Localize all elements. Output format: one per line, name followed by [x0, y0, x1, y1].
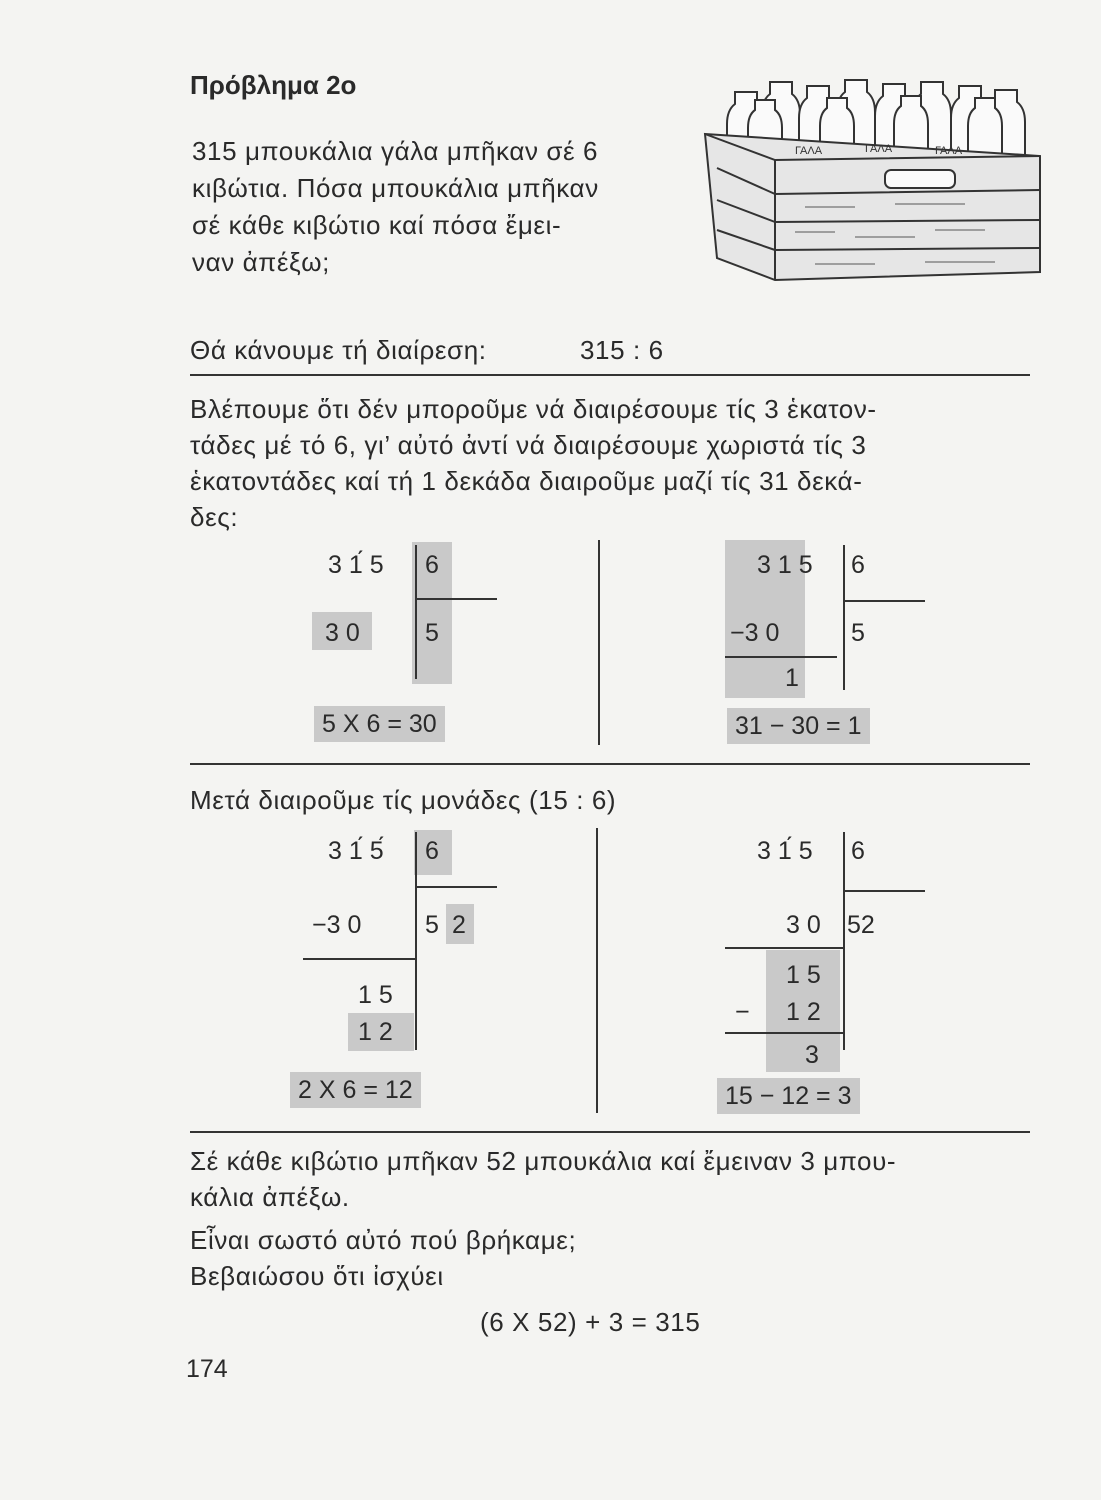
s1r-vertical-line	[843, 545, 845, 690]
units-line: Μετά διαιροῦμε τίς μονάδες (15 : 6)	[190, 785, 617, 815]
s1r-dividend: 3 1 5	[757, 551, 813, 579]
s2r-equation: 15 − 12 = 3	[717, 1078, 860, 1114]
s2l-quotient-digit1: 5	[425, 911, 439, 939]
crate-label: ΓΑΛΑ	[795, 145, 823, 157]
s1l-divisor: 6	[425, 551, 439, 579]
problem-title: Πρόβλημα 2ο	[190, 70, 357, 100]
s2l-partial: 1 5	[358, 981, 393, 1009]
s2l-dividend: 3 1́ 5́	[328, 837, 384, 865]
milk-crate-illustration	[695, 72, 1055, 287]
divider	[190, 374, 1030, 376]
s1r-equation: 31 − 30 = 1	[727, 708, 870, 744]
s2l-vertical-line	[415, 832, 417, 1050]
s1r-subtract-line	[725, 656, 837, 658]
s1r-subtract: −3 0	[730, 619, 780, 647]
setup-expression: 315 : 6	[580, 335, 664, 365]
s2r-minus: −	[735, 998, 750, 1026]
s2l-product: 1 2	[358, 1018, 393, 1046]
s2r-line-2	[725, 1032, 843, 1034]
explanation-line-3: ἑκατοντάδες καί τή 1 δεκάδα διαιροῦμε μαζί τίς 31 δεκά-	[190, 466, 863, 496]
s2l-divisor: 6	[425, 837, 439, 865]
page-number: 174	[186, 1355, 228, 1383]
s2r-divisor: 6	[851, 837, 865, 865]
column-divider-1	[598, 540, 600, 745]
s1l-quotient: 5	[425, 619, 439, 647]
s1l-equation: 5 X 6 = 30	[314, 706, 445, 742]
verify-equation: (6 X 52) + 3 = 315	[480, 1307, 701, 1337]
s1l-product: 3 0	[325, 619, 360, 647]
s1l-quotient-line	[415, 598, 497, 600]
s1r-quotient-line	[843, 600, 925, 602]
verify-text: Βεβαιώσου ὅτι ἰσχύει	[190, 1261, 444, 1291]
s2r-subtract: 1 2	[786, 998, 821, 1026]
setup-text: Θά κάνουμε τή διαίρεση:	[190, 335, 487, 365]
divider	[190, 763, 1030, 765]
problem-line-1: 315 μπουκάλια γάλα μπῆκαν σέ 6	[192, 136, 599, 166]
s2l-quotient-line	[415, 886, 497, 888]
s2l-subtract-line	[303, 958, 415, 960]
crate-label-3: ΓΑΛΑ	[935, 145, 963, 157]
conclusion-line-2: κάλια ἀπέξω.	[190, 1182, 350, 1212]
s2r-line-1	[725, 947, 843, 949]
s1r-divisor: 6	[851, 551, 865, 579]
s2r-quotient-line	[843, 890, 925, 892]
s1r-quotient: 5	[851, 619, 865, 647]
crate-label-2: ΓΑΛΑ	[865, 143, 893, 155]
problem-line-3: σέ κάθε κιβώτιο καί πόσα ἔμει-	[192, 210, 562, 240]
s2r-partial: 1 5	[786, 961, 821, 989]
column-divider-2	[596, 828, 598, 1113]
problem-line-2: κιβώτια. Πόσα μπουκάλια μπῆκαν	[192, 173, 599, 203]
s2r-remainder: 3	[805, 1041, 819, 1069]
divider	[190, 1131, 1030, 1133]
s1r-remainder: 1	[785, 664, 799, 692]
s2r-quotient: 52	[847, 911, 875, 939]
explanation-line-2: τάδες μέ τό 6, γι’ αὐτό ἀντί νά διαιρέσουμε χωριστά τίς 3	[190, 430, 867, 460]
conclusion-line-1: Σέ κάθε κιβώτιο μπῆκαν 52 μπουκάλια καί ἔμειναν 3 μπου-	[190, 1146, 897, 1176]
s2l-subtract: −3 0	[312, 911, 362, 939]
s2l-equation: 2 X 6 = 12	[290, 1072, 421, 1108]
problem-line-4: ναν ἀπέξω;	[192, 247, 330, 277]
s1l-dividend: 3 1́ 5	[328, 551, 384, 579]
s2r-vertical-line	[843, 832, 845, 1050]
question: Εἶναι σωστό αὐτό πού βρήκαμε;	[190, 1225, 577, 1255]
s2l-quotient-digit2: 2	[452, 911, 466, 939]
s1l-vertical-line	[415, 545, 417, 679]
explanation-line-1: Βλέπουμε ὅτι δέν μποροῦμε νά διαιρέσουμε τίς 3 ἑκατον-	[190, 394, 877, 424]
s2r-dividend: 3 1́ 5	[757, 837, 813, 865]
explanation-line-4: δες:	[190, 502, 239, 532]
s2r-product: 3 0	[786, 911, 821, 939]
